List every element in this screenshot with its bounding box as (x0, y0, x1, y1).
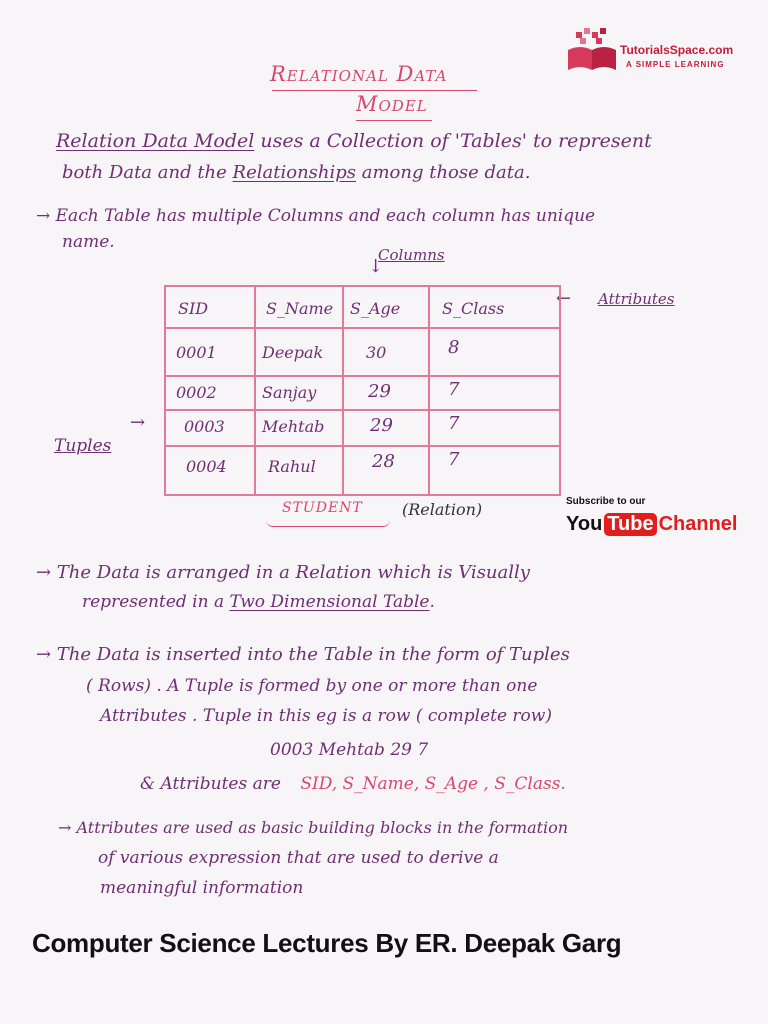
arrow-left-icon: ← (556, 288, 572, 309)
table-cell: Mehtab (262, 417, 325, 436)
bullet-text: represented in a (82, 592, 225, 612)
bullet-3-line5 (140, 774, 566, 794)
book-icon (566, 28, 620, 72)
table-header-age: S_Age (350, 299, 401, 318)
relation-label: (Relation) (402, 500, 483, 519)
bullet-2-line1: → The Data is arranged in a Relation which is Visually (36, 562, 530, 583)
bullet-1-line1: → Each Table has multiple Columns and each column has unique (36, 206, 596, 226)
table-header-sid: SID (178, 299, 209, 318)
table-cell: 7 (448, 449, 460, 470)
table-divider (342, 287, 344, 494)
intro-line1 (56, 130, 652, 152)
title-underline (356, 120, 432, 121)
bullet-term: Two Dimensional Table (229, 592, 430, 612)
bullet-4-line3: meaningful information (100, 878, 304, 898)
relation-underline (266, 520, 390, 527)
bullet-2-line2 (82, 592, 435, 612)
youtube-logo-icon: Tube (604, 513, 656, 536)
bullet-4-line2: of various expression that are used to derive a (98, 848, 499, 868)
attributes-label: Attributes (598, 290, 675, 308)
table-cell: 7 (448, 413, 460, 434)
table-cell: 29 (370, 415, 393, 436)
bullet-4-line1: → Attributes are used as basic building blocks in the formation (58, 818, 569, 837)
table-cell: Rahul (268, 457, 316, 476)
footer-banner: Computer Science Lectures By ER. Deepak Garg (32, 928, 622, 958)
columns-label: Columns (378, 246, 445, 264)
subscribe-text: Subscribe to our (566, 496, 646, 507)
student-table (164, 285, 561, 496)
table-cell: 0001 (176, 343, 217, 362)
table-divider (428, 287, 430, 494)
intro-text: both Data and the (62, 162, 227, 183)
bullet-text: & Attributes are (140, 774, 281, 794)
relation-name: STUDENT (282, 500, 363, 516)
table-divider (166, 375, 559, 377)
bullet-1-line2: name. (62, 232, 115, 252)
attribute-list: SID, S_Name, S_Age , S_Class. (300, 774, 566, 794)
intro-line2 (62, 162, 530, 183)
table-header-name: S_Name (266, 299, 334, 318)
youtube-channel-badge[interactable] (566, 510, 738, 538)
bullet-3-line1: → The Data is inserted into the Table in the form of Tuples (36, 644, 570, 665)
intro-term: Relation Data Model (56, 130, 255, 152)
youtube-you: You (566, 512, 603, 535)
table-cell: 7 (448, 379, 460, 400)
table-cell: 0002 (176, 383, 217, 402)
table-divider (254, 287, 256, 494)
table-cell: 28 (372, 451, 395, 472)
bullet-text: . (429, 592, 435, 612)
brand-name: TutorialsSpace.com (620, 43, 734, 57)
table-divider (166, 445, 559, 447)
table-cell: 0004 (186, 457, 227, 476)
intro-term: Relationships (232, 162, 357, 183)
bullet-3-line2: ( Rows) . A Tuple is formed by one or more than one (86, 676, 538, 696)
table-cell: Sanjay (262, 383, 317, 402)
youtube-channel: Channel (658, 512, 738, 535)
table-cell: 30 (366, 343, 387, 362)
table-cell: 8 (448, 337, 460, 358)
title-underline (272, 90, 477, 91)
page-title: Relational Data (270, 62, 448, 86)
table-divider (166, 409, 559, 411)
table-cell: 29 (368, 381, 391, 402)
brand-tagline: A SIMPLE LEARNING (626, 60, 725, 69)
arrow-down-icon: ↓ (368, 256, 384, 277)
table-cell: 0003 (184, 417, 225, 436)
table-cell: Deepak (262, 343, 324, 362)
tuples-label: Tuples (54, 436, 112, 456)
arrow-right-icon: → (130, 412, 146, 433)
intro-text: among those data. (361, 162, 531, 183)
table-divider (166, 327, 559, 329)
table-header-class: S_Class (442, 299, 505, 318)
page-title-line2: Model (356, 92, 428, 116)
bullet-3-line4: 0003 Mehtab 29 7 (270, 740, 429, 760)
intro-text: uses a Collection of 'Tables' to represent (260, 130, 652, 152)
bullet-3-line3: Attributes . Tuple in this eg is a row ( complete row) (100, 706, 552, 726)
